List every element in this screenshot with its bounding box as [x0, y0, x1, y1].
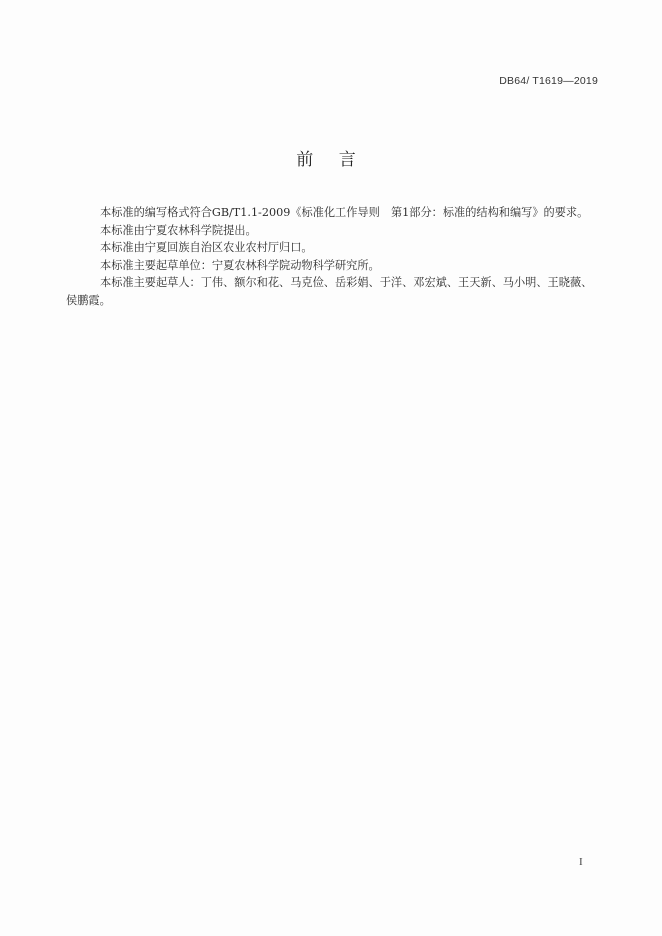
paragraph-format-compliance: 本标准的编写格式符合GB/T1.1-2009《标准化工作导则 第1部分：标准的结构和编写》的要求。 [100, 206, 589, 219]
standard-code: DB64/ T1619—2019 [499, 75, 598, 87]
page-title: 前 言 [296, 150, 366, 170]
paragraph-drafters: 本标准主要起草人：丁伟、额尔和花、马克俭、岳彩娟、于洋、邓宏斌、王天新、马小明、王晓薇、侯鹏霞。 [66, 276, 593, 307]
paragraph-administrator: 本标准由宁夏回族自治区农业农村厅归口。 [100, 241, 313, 255]
paragraph-proposer: 本标准由宁夏农林科学院提出。 [100, 223, 257, 237]
page-number: I [579, 856, 583, 868]
foreword-body [66, 204, 600, 310]
paragraph-drafting-unit: 本标准主要起草单位：宁夏农林科学院动物科学研究所。 [100, 258, 380, 272]
